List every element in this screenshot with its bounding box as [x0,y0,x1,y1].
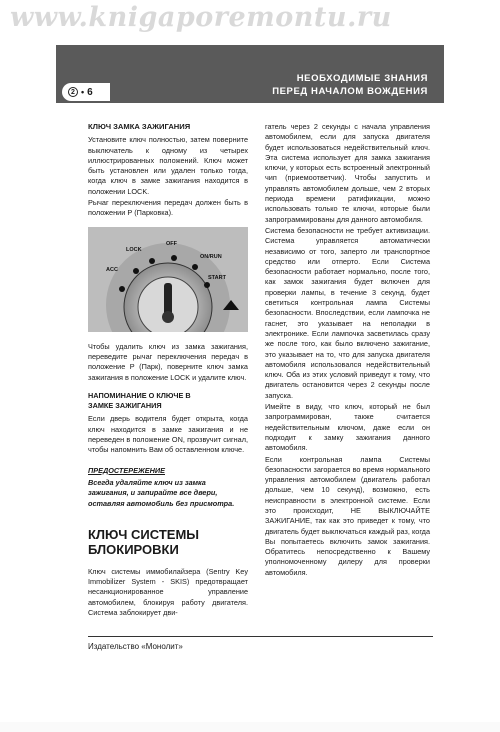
page-number: 6 [87,86,93,98]
figure-label-on-run: ON/RUN [200,253,222,260]
section-heading-immobilizer-key [88,527,248,557]
paragraph: гатель через 2 секунды с начала управления автомобилем, если для запуска двигателя будет использоваться недействительный ключ. Эта система использует для замка зажигания ключи, у которых есть встроенный электронный чип (приемоответчик). Чтобы запустить и управлять автомобилем дольше, чем 2 вторых периода времени ратификации, можно использовать только те ключи, которые были запрограммированы для данного автомобиля. [265,122,430,224]
heading-line: БЛОКИРОВКИ [88,541,179,557]
publisher-credit: Издательство «Монолит» [88,642,183,651]
watermark: www.knigaporemontu.ru [10,2,392,33]
section-heading-ignition-key: КЛЮЧ ЗАМКА ЗАЖИГАНИЯ [88,122,191,131]
section-heading-key-reminder [88,391,248,412]
warning-text: Всегда удаляйте ключ из замка зажигания, и запирайте все двери, оставляя автомобиль без присмотра. [88,477,235,508]
warning-title: ПРЕДОСТЕРЕЖЕНИЕ [88,465,165,475]
page-marker [62,83,110,101]
header-title-line1: НЕОБХОДИМЫЕ ЗНАНИЯ [296,73,428,84]
header-title-line2: ПЕРЕД НАЧАЛОМ ВОЖДЕНИЯ [272,86,428,97]
bullet-icon: • [81,87,85,97]
figure-label-off: OFF [166,240,177,247]
left-column [88,122,248,619]
figure-label-lock: LOCK [126,246,142,253]
paragraph: Система безопасности не требует активизации. Система управляется автоматически независимо от того, заперто ли транспортное средство или отперто. Если Система безопасности работает нормально, после того, как замок зажигания будет включен для проверки лампы, в течение 3 секунд, будет светиться контрольная лампа Системы безопасности. Впоследствии, если лампочка не гаснет, это указывает на неполадки в электронике. Если лампочка засветилась сразу же после того, как было включено зажигание, это указывает на то, что для запуска двигателя автомобиля использовался недействительный ключ. Оба из этих условий приведут к тому, что двигатель остановится через 2 секунды после запуска. [265,225,430,400]
figure-label-acc: ACC [106,266,118,273]
paragraph: Если дверь водителя будет открыта, когда ключ находится в замке зажигания и не переведен в положение ON, прозвучит сигнал, чтобы напомнить Вам об оставленном ключе. [88,414,248,455]
chapter-number: 2 [68,87,78,97]
right-column [265,122,430,579]
paragraph: Если контрольная лампа Системы безопасности загорается во время нормального управления автомобилем (двигатель работал дольше, чем 10 секунд), возможно, есть неисправности в электронной системе. Если это происходит, НЕ ВЫКЛЮЧАЙТЕ ЗАЖИГАНИЕ, так как это приведет к тому, что двигатель будет выключаться каждый раз, когда Вы попытаетесь включить замок зажигания. Обратитесь непосредственно к Вашему уполномоченному дилеру для проверки автомобиля. [265,454,430,577]
paragraph: Чтобы удалить ключ из замка зажигания, переведите рычаг переключения передач в положение Р (Парк), поверните ключ замка зажигания в положение LOCK и удалите ключ. [88,341,248,382]
paragraph: Установите ключ полностью, затем поверните выключатель к одному из четырех иллюстрированных положений. Ключ может быть установлен или удален только тогда, когда ключ в замке зажигания находится в положении LOCK. [88,135,248,196]
ignition-switch-figure [88,227,248,332]
heading-line: НАПОМИНАНИЕ О КЛЮЧЕ В [88,390,191,400]
paragraph: Имейте в виду, что ключ, который не был запрограммирован, также считается недействительным ключом, даже если он подходит к замку зажигания данного автомобиля. [265,402,430,453]
paragraph: Ключ системы иммобилайзера (Sentry Key Immobilizer System - SKIS) предотвращает несанкционированное управление автомобилем, блокируя работу двигателя. Система заблокирует дви- [88,566,248,618]
heading-line: КЛЮЧ СИСТЕМЫ [88,526,200,542]
paragraph: Рычаг переключения передач должен быть в положении Р (Парковка). [88,198,248,218]
footer-divider [88,636,433,637]
bottom-strip [0,722,500,732]
figure-label-start: START [208,274,226,281]
heading-line: ЗАМКЕ ЗАЖИГАНИЯ [88,401,162,411]
